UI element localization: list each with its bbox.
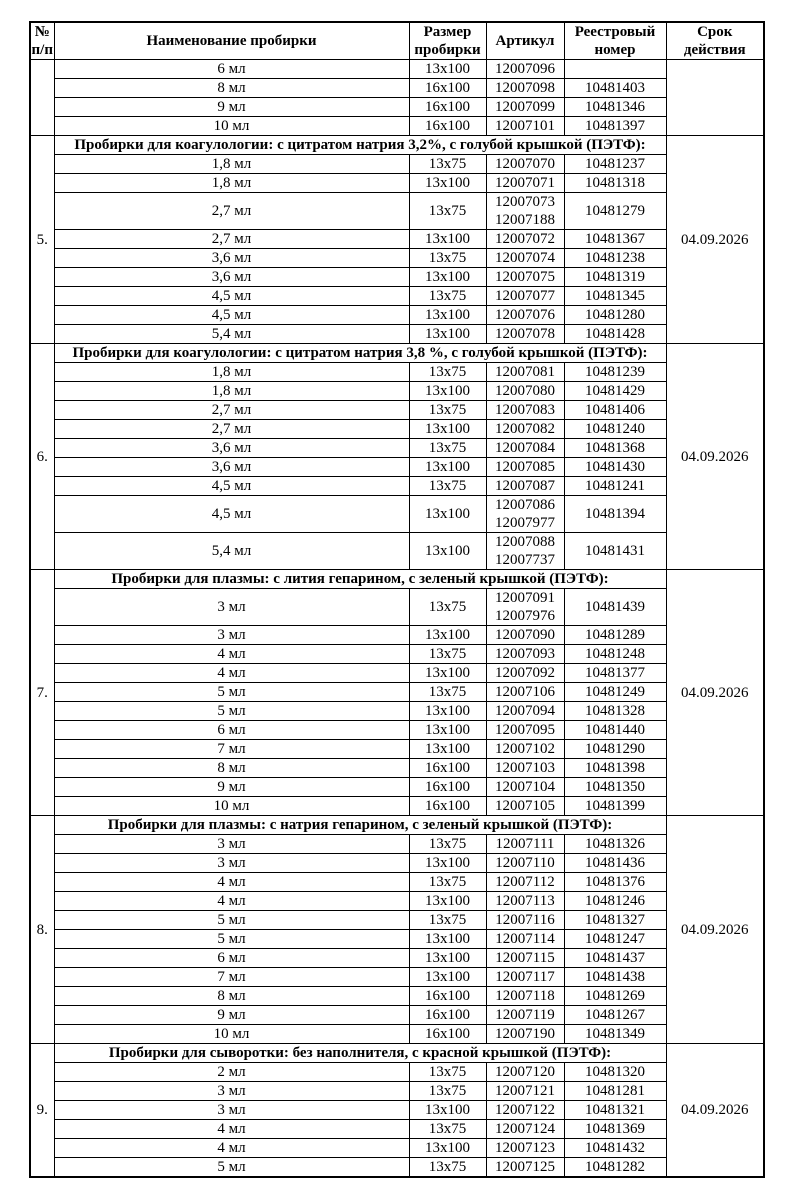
tube-name-cell: 5 мл xyxy=(54,1158,409,1178)
tube-name-cell: 6 мл xyxy=(54,949,409,968)
table-row xyxy=(30,60,764,79)
registry-number-cell: 10481397 xyxy=(564,117,666,136)
table-row xyxy=(30,439,764,458)
tube-size-cell: 16x100 xyxy=(409,987,486,1006)
table-row xyxy=(30,249,764,268)
tube-name-cell: 9 мл xyxy=(54,778,409,797)
section-number-cell: 6. xyxy=(30,344,54,570)
article-cell: 12007096 xyxy=(486,60,564,79)
article-cell: 12007083 xyxy=(486,401,564,420)
tube-size-cell: 13x100 xyxy=(409,174,486,193)
tube-name-cell: 4 мл xyxy=(54,873,409,892)
tube-size-cell: 13x100 xyxy=(409,664,486,683)
table-row xyxy=(30,401,764,420)
article-cell: 12007086 12007977 xyxy=(486,496,564,533)
registry-number-cell: 10481398 xyxy=(564,759,666,778)
registry-number-cell: 10481318 xyxy=(564,174,666,193)
table-row xyxy=(30,193,764,230)
tube-size-cell: 13x100 xyxy=(409,60,486,79)
tube-size-cell: 13x100 xyxy=(409,306,486,325)
tube-name-cell: 3,6 мл xyxy=(54,268,409,287)
registry-number-cell: 10481369 xyxy=(564,1120,666,1139)
section-number-cell: 8. xyxy=(30,816,54,1044)
validity-cell: 04.09.2026 xyxy=(666,816,764,1044)
table-row xyxy=(30,98,764,117)
article-cell: 12007124 xyxy=(486,1120,564,1139)
tube-size-cell: 13x75 xyxy=(409,477,486,496)
tube-size-cell: 13x75 xyxy=(409,683,486,702)
registry-number-cell: 10481241 xyxy=(564,477,666,496)
table-body xyxy=(30,22,764,1177)
article-cell: 12007118 xyxy=(486,987,564,1006)
registry-number-cell: 10481428 xyxy=(564,325,666,344)
tube-size-cell: 13x100 xyxy=(409,740,486,759)
article-cell: 12007076 xyxy=(486,306,564,325)
table-row xyxy=(30,477,764,496)
tube-size-cell: 13x75 xyxy=(409,1120,486,1139)
table-row xyxy=(30,306,764,325)
col-header-size: Размер пробирки xyxy=(409,22,486,60)
table-row xyxy=(30,930,764,949)
article-cell: 12007112 xyxy=(486,873,564,892)
registry-number-cell: 10481367 xyxy=(564,230,666,249)
tube-name-cell: 3,6 мл xyxy=(54,249,409,268)
registry-number-cell: 10481439 xyxy=(564,589,666,626)
tube-name-cell: 2,7 мл xyxy=(54,401,409,420)
tube-size-cell: 13x100 xyxy=(409,854,486,873)
article-cell: 12007105 xyxy=(486,797,564,816)
registry-number-cell: 10481438 xyxy=(564,968,666,987)
table-row xyxy=(30,664,764,683)
table-row xyxy=(30,1139,764,1158)
registry-number-cell: 10481429 xyxy=(564,382,666,401)
tube-name-cell: 2,7 мл xyxy=(54,230,409,249)
registry-number-cell: 10481247 xyxy=(564,930,666,949)
tube-name-cell: 3 мл xyxy=(54,589,409,626)
table-row xyxy=(30,589,764,626)
table-row xyxy=(30,797,764,816)
registry-number-cell: 10481279 xyxy=(564,193,666,230)
registry-number-cell: 10481269 xyxy=(564,987,666,1006)
tube-name-cell: 1,8 мл xyxy=(54,382,409,401)
table-row xyxy=(30,968,764,987)
registry-number-cell: 10481377 xyxy=(564,664,666,683)
tube-size-cell: 13x100 xyxy=(409,496,486,533)
section-title: Пробирки для плазмы: с лития гепарином, с зеленый крышкой (ПЭТФ): xyxy=(54,570,666,589)
tube-size-cell: 16x100 xyxy=(409,759,486,778)
col-header-name: Наименование пробирки xyxy=(54,22,409,60)
article-cell: 12007073 12007188 xyxy=(486,193,564,230)
table-row xyxy=(30,458,764,477)
article-cell: 12007120 xyxy=(486,1063,564,1082)
table-row xyxy=(30,230,764,249)
table-row xyxy=(30,626,764,645)
table-row xyxy=(30,420,764,439)
tube-name-cell: 4,5 мл xyxy=(54,306,409,325)
article-cell: 12007113 xyxy=(486,892,564,911)
tube-size-cell: 13x100 xyxy=(409,721,486,740)
section-title: Пробирки для коагулологии: с цитратом натрия 3,2%, с голубой крышкой (ПЭТФ): xyxy=(54,136,666,155)
tube-name-cell: 3 мл xyxy=(54,1082,409,1101)
table-row xyxy=(30,873,764,892)
tube-size-cell: 13x100 xyxy=(409,626,486,645)
article-cell: 12007095 xyxy=(486,721,564,740)
section-number-cell xyxy=(30,60,54,136)
registry-number-cell: 10481430 xyxy=(564,458,666,477)
table-row xyxy=(30,287,764,306)
validity-cell xyxy=(666,60,764,136)
tube-size-cell: 13x75 xyxy=(409,155,486,174)
tube-size-cell: 13x75 xyxy=(409,835,486,854)
registry-number-cell: 10481320 xyxy=(564,1063,666,1082)
article-cell: 12007080 xyxy=(486,382,564,401)
article-cell: 12007075 xyxy=(486,268,564,287)
tube-name-cell: 4,5 мл xyxy=(54,477,409,496)
tube-name-cell: 4 мл xyxy=(54,664,409,683)
section-title: Пробирки для сыворотки: без наполнителя, с красной крышкой (ПЭТФ): xyxy=(54,1044,666,1063)
registry-number-cell: 10481436 xyxy=(564,854,666,873)
tube-name-cell: 10 мл xyxy=(54,1025,409,1044)
tube-name-cell: 5 мл xyxy=(54,702,409,721)
article-cell: 12007116 xyxy=(486,911,564,930)
tube-name-cell: 1,8 мл xyxy=(54,155,409,174)
col-header-article: Артикул xyxy=(486,22,564,60)
registry-number-cell: 10481350 xyxy=(564,778,666,797)
tube-name-cell: 8 мл xyxy=(54,79,409,98)
registry-number-cell: 10481280 xyxy=(564,306,666,325)
tube-size-cell: 16x100 xyxy=(409,797,486,816)
registry-number-cell: 10481326 xyxy=(564,835,666,854)
tube-size-cell: 13x75 xyxy=(409,401,486,420)
validity-cell: 04.09.2026 xyxy=(666,570,764,816)
table-row xyxy=(30,1101,764,1120)
table-row xyxy=(30,1120,764,1139)
col-header-registry: Реестровый номер xyxy=(564,22,666,60)
tube-size-cell: 16x100 xyxy=(409,778,486,797)
tube-name-cell: 2 мл xyxy=(54,1063,409,1082)
registry-number-cell: 10481282 xyxy=(564,1158,666,1178)
tube-size-cell: 16x100 xyxy=(409,79,486,98)
article-cell: 12007084 xyxy=(486,439,564,458)
section-title-row xyxy=(30,816,764,835)
tube-size-cell: 13x100 xyxy=(409,268,486,287)
article-cell: 12007085 xyxy=(486,458,564,477)
table-row xyxy=(30,325,764,344)
table-row xyxy=(30,854,764,873)
tube-name-cell: 5,4 мл xyxy=(54,325,409,344)
registry-number-cell: 10481290 xyxy=(564,740,666,759)
article-cell: 12007081 xyxy=(486,363,564,382)
section-number-cell: 5. xyxy=(30,136,54,344)
tube-name-cell: 4 мл xyxy=(54,1120,409,1139)
tube-name-cell: 2,7 мл xyxy=(54,420,409,439)
article-cell: 12007115 xyxy=(486,949,564,968)
section-title: Пробирки для коагулологии: с цитратом натрия 3,8 %, с голубой крышкой (ПЭТФ): xyxy=(54,344,666,363)
tube-size-cell: 13x75 xyxy=(409,1158,486,1178)
product-table xyxy=(29,21,765,1178)
section-title-row xyxy=(30,1044,764,1063)
registry-number-cell: 10481281 xyxy=(564,1082,666,1101)
table-row xyxy=(30,759,764,778)
tube-name-cell: 1,8 мл xyxy=(54,363,409,382)
tube-name-cell: 7 мл xyxy=(54,968,409,987)
article-cell: 12007104 xyxy=(486,778,564,797)
article-cell: 12007091 12007976 xyxy=(486,589,564,626)
table-row xyxy=(30,892,764,911)
registry-number-cell: 10481319 xyxy=(564,268,666,287)
registry-number-cell: 10481440 xyxy=(564,721,666,740)
tube-name-cell: 3 мл xyxy=(54,854,409,873)
table-row xyxy=(30,496,764,533)
tube-size-cell: 13x75 xyxy=(409,911,486,930)
tube-size-cell: 13x100 xyxy=(409,533,486,570)
article-cell: 12007103 xyxy=(486,759,564,778)
table-row xyxy=(30,835,764,854)
tube-size-cell: 13x100 xyxy=(409,892,486,911)
tube-size-cell: 13x100 xyxy=(409,930,486,949)
tube-name-cell: 9 мл xyxy=(54,1006,409,1025)
tube-size-cell: 13x75 xyxy=(409,873,486,892)
article-cell: 12007119 xyxy=(486,1006,564,1025)
tube-name-cell: 3,6 мл xyxy=(54,439,409,458)
tube-size-cell: 13x75 xyxy=(409,1082,486,1101)
article-cell: 12007082 xyxy=(486,420,564,439)
tube-size-cell: 16x100 xyxy=(409,117,486,136)
article-cell: 12007099 xyxy=(486,98,564,117)
validity-cell: 04.09.2026 xyxy=(666,136,764,344)
article-cell: 12007094 xyxy=(486,702,564,721)
article-cell: 12007114 xyxy=(486,930,564,949)
table-row xyxy=(30,533,764,570)
article-cell: 12007077 xyxy=(486,287,564,306)
registry-number-cell: 10481346 xyxy=(564,98,666,117)
registry-number-cell: 10481349 xyxy=(564,1025,666,1044)
registry-number-cell: 10481432 xyxy=(564,1139,666,1158)
article-cell: 12007106 xyxy=(486,683,564,702)
table-row xyxy=(30,949,764,968)
tube-name-cell: 3 мл xyxy=(54,626,409,645)
table-row xyxy=(30,79,764,98)
tube-size-cell: 13x75 xyxy=(409,589,486,626)
tube-size-cell: 16x100 xyxy=(409,98,486,117)
tube-size-cell: 13x75 xyxy=(409,1063,486,1082)
table-row xyxy=(30,911,764,930)
table-row xyxy=(30,1025,764,1044)
tube-size-cell: 13x100 xyxy=(409,325,486,344)
tube-name-cell: 6 мл xyxy=(54,60,409,79)
registry-number-cell: 10481431 xyxy=(564,533,666,570)
registry-number-cell: 10481249 xyxy=(564,683,666,702)
tube-name-cell: 8 мл xyxy=(54,759,409,778)
tube-size-cell: 13x75 xyxy=(409,439,486,458)
tube-size-cell: 16x100 xyxy=(409,1025,486,1044)
tube-size-cell: 13x100 xyxy=(409,1139,486,1158)
tube-name-cell: 1,8 мл xyxy=(54,174,409,193)
registry-number-cell: 10481238 xyxy=(564,249,666,268)
tube-name-cell: 3 мл xyxy=(54,1101,409,1120)
tube-name-cell: 5 мл xyxy=(54,930,409,949)
tube-name-cell: 10 мл xyxy=(54,117,409,136)
table-row xyxy=(30,778,764,797)
registry-number-cell: 10481240 xyxy=(564,420,666,439)
tube-size-cell: 13x100 xyxy=(409,949,486,968)
article-cell: 12007088 12007737 xyxy=(486,533,564,570)
article-cell: 12007092 xyxy=(486,664,564,683)
tube-size-cell: 13x75 xyxy=(409,249,486,268)
registry-number-cell: 10481403 xyxy=(564,79,666,98)
header-row xyxy=(30,22,764,60)
table-row xyxy=(30,1158,764,1178)
table-row xyxy=(30,683,764,702)
registry-number-cell: 10481394 xyxy=(564,496,666,533)
tube-size-cell: 13x100 xyxy=(409,702,486,721)
registry-number-cell: 10481437 xyxy=(564,949,666,968)
tube-name-cell: 6 мл xyxy=(54,721,409,740)
tube-size-cell: 13x100 xyxy=(409,968,486,987)
tube-name-cell: 5 мл xyxy=(54,911,409,930)
article-cell: 12007087 xyxy=(486,477,564,496)
registry-number-cell: 10481345 xyxy=(564,287,666,306)
col-header-num: № п/п xyxy=(31,24,53,58)
tube-size-cell: 13x75 xyxy=(409,645,486,664)
tube-size-cell: 13x100 xyxy=(409,382,486,401)
table-row xyxy=(30,645,764,664)
section-number-cell: 7. xyxy=(30,570,54,816)
validity-cell: 04.09.2026 xyxy=(666,344,764,570)
table-row xyxy=(30,1063,764,1082)
article-cell: 12007123 xyxy=(486,1139,564,1158)
table-row xyxy=(30,702,764,721)
tube-size-cell: 16x100 xyxy=(409,1006,486,1025)
article-cell: 12007121 xyxy=(486,1082,564,1101)
tube-name-cell: 3 мл xyxy=(54,835,409,854)
table-row xyxy=(30,987,764,1006)
article-cell: 12007093 xyxy=(486,645,564,664)
tube-name-cell: 4 мл xyxy=(54,1139,409,1158)
article-cell: 12007102 xyxy=(486,740,564,759)
registry-number-cell: 10481248 xyxy=(564,645,666,664)
table-row xyxy=(30,1082,764,1101)
tube-name-cell: 5,4 мл xyxy=(54,533,409,570)
article-cell: 12007190 xyxy=(486,1025,564,1044)
section-title-row xyxy=(30,570,764,589)
registry-number-cell: 10481321 xyxy=(564,1101,666,1120)
tube-size-cell: 13x100 xyxy=(409,458,486,477)
tube-size-cell: 13x75 xyxy=(409,287,486,306)
article-cell: 12007110 xyxy=(486,854,564,873)
tube-name-cell: 3,6 мл xyxy=(54,458,409,477)
registry-number-cell: 10481399 xyxy=(564,797,666,816)
table-row xyxy=(30,363,764,382)
registry-number-cell: 10481289 xyxy=(564,626,666,645)
table-row xyxy=(30,382,764,401)
section-number-cell: 9. xyxy=(30,1044,54,1178)
registry-number-cell: 10481328 xyxy=(564,702,666,721)
table-row xyxy=(30,721,764,740)
tube-name-cell: 7 мл xyxy=(54,740,409,759)
registry-number-cell: 10481327 xyxy=(564,911,666,930)
tube-name-cell: 4 мл xyxy=(54,892,409,911)
article-cell: 12007101 xyxy=(486,117,564,136)
section-title-row xyxy=(30,136,764,155)
tube-name-cell: 10 мл xyxy=(54,797,409,816)
article-cell: 12007122 xyxy=(486,1101,564,1120)
tube-size-cell: 13x100 xyxy=(409,1101,486,1120)
tube-size-cell: 13x75 xyxy=(409,363,486,382)
registry-number-cell: 10481368 xyxy=(564,439,666,458)
table-row xyxy=(30,268,764,287)
section-title-row xyxy=(30,344,764,363)
article-cell: 12007117 xyxy=(486,968,564,987)
col-header-validity: Срок действия xyxy=(666,22,764,60)
registry-number-cell xyxy=(564,60,666,79)
registry-number-cell: 10481239 xyxy=(564,363,666,382)
tube-name-cell: 4,5 мл xyxy=(54,496,409,533)
registry-number-cell: 10481246 xyxy=(564,892,666,911)
tube-name-cell: 5 мл xyxy=(54,683,409,702)
article-cell: 12007125 xyxy=(486,1158,564,1178)
table-row xyxy=(30,174,764,193)
article-cell: 12007070 xyxy=(486,155,564,174)
tube-size-cell: 13x100 xyxy=(409,420,486,439)
table-row xyxy=(30,117,764,136)
tube-name-cell: 8 мл xyxy=(54,987,409,1006)
article-cell: 12007078 xyxy=(486,325,564,344)
article-cell: 12007111 xyxy=(486,835,564,854)
tube-name-cell: 4,5 мл xyxy=(54,287,409,306)
validity-cell: 04.09.2026 xyxy=(666,1044,764,1178)
tube-name-cell: 4 мл xyxy=(54,645,409,664)
article-cell: 12007098 xyxy=(486,79,564,98)
registry-number-cell: 10481237 xyxy=(564,155,666,174)
registry-number-cell: 10481267 xyxy=(564,1006,666,1025)
article-cell: 12007072 xyxy=(486,230,564,249)
tube-size-cell: 13x100 xyxy=(409,230,486,249)
registry-number-cell: 10481406 xyxy=(564,401,666,420)
table-row xyxy=(30,740,764,759)
registry-number-cell: 10481376 xyxy=(564,873,666,892)
article-cell: 12007074 xyxy=(486,249,564,268)
article-cell: 12007090 xyxy=(486,626,564,645)
table-row xyxy=(30,1006,764,1025)
tube-size-cell: 13x75 xyxy=(409,193,486,230)
tube-name-cell: 9 мл xyxy=(54,98,409,117)
table-row xyxy=(30,155,764,174)
tube-name-cell: 2,7 мл xyxy=(54,193,409,230)
article-cell: 12007071 xyxy=(486,174,564,193)
section-title: Пробирки для плазмы: с натрия гепарином, с зеленый крышкой (ПЭТФ): xyxy=(54,816,666,835)
